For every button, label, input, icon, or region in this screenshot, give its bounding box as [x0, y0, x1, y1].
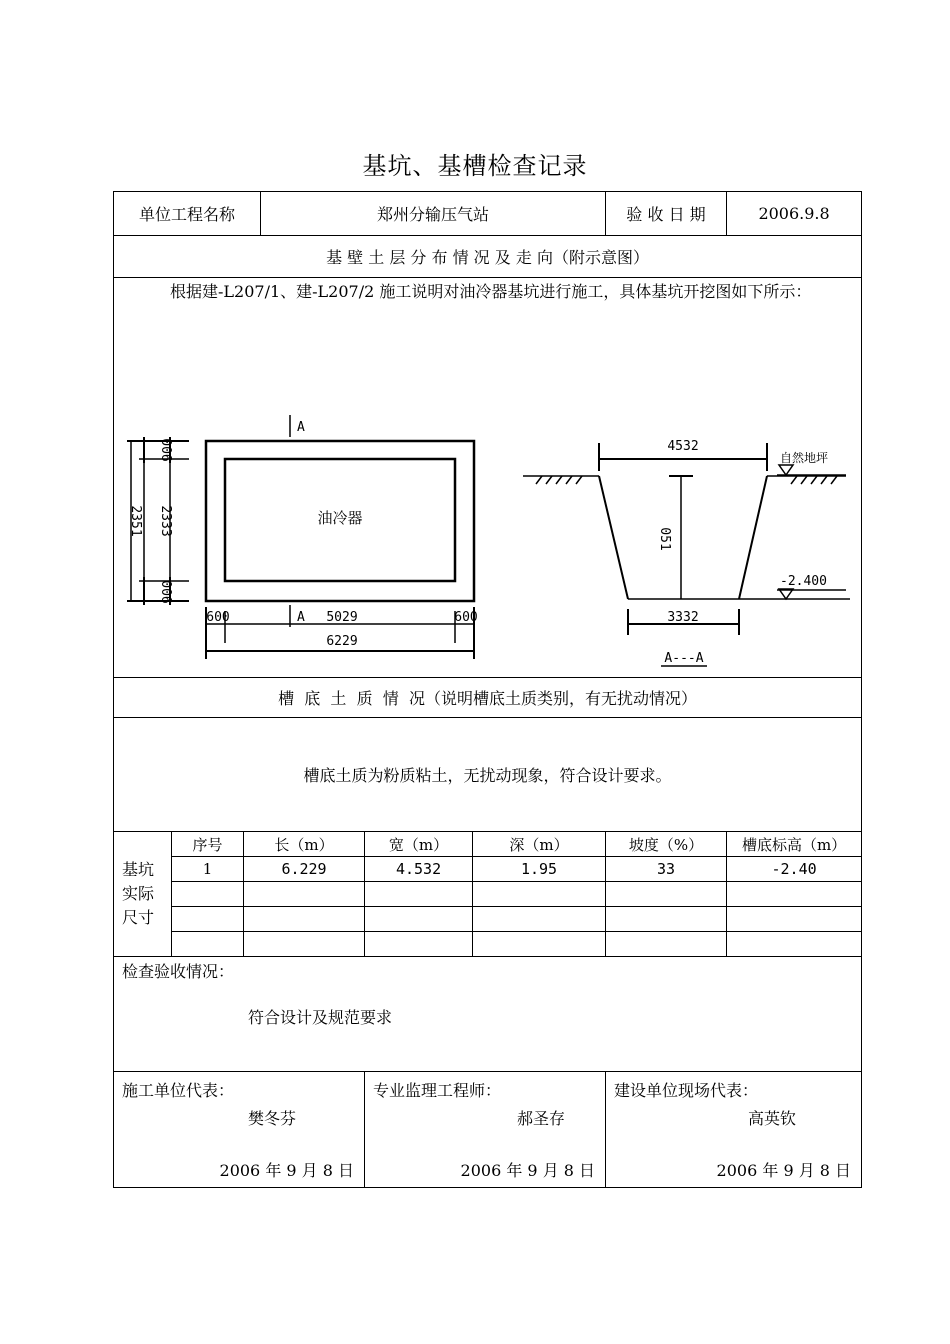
contractor-name: 樊冬芬: [248, 1109, 297, 1128]
total-height-dim: 2351: [128, 505, 143, 537]
cell-depth: [473, 932, 606, 957]
cell-bottom-elevation: [727, 882, 862, 907]
date-value: 2006.9.8: [727, 192, 862, 236]
cell-length: [244, 907, 365, 932]
inner-width-dim: 5029: [326, 610, 358, 625]
soil-description: 根据建-L207/1、建-L207/2 施工说明对油冷器基坑进行施工，具体基坑开挖图如下所示：: [170, 282, 812, 301]
contractor-label: 施工单位代表：: [122, 1081, 235, 1100]
bottom-soil-heading-note: （说明槽底土质类别，有无扰动情况）: [424, 689, 697, 708]
depth-dim: 051: [657, 527, 672, 551]
date-label: 验 收 日 期: [606, 192, 727, 236]
bottom-width-dim: 3332: [667, 610, 699, 625]
edge-dim-top: 006: [158, 438, 173, 462]
cell-index: [172, 907, 244, 932]
inspection-form: [113, 191, 862, 1188]
bottom-soil-content-row: [114, 718, 862, 832]
soil-heading-note: （附示意图）: [552, 248, 649, 267]
dimension-header-row: [114, 832, 862, 857]
inspection-cell: [114, 957, 862, 1072]
section-mark-top: A: [297, 420, 305, 435]
soil-heading-row: [114, 236, 862, 278]
supervisor-date: 2006 年 9 月 8 日: [460, 1161, 596, 1180]
page-title: 基坑、基槽检查记录: [362, 152, 588, 180]
owner-label: 建设单位现场代表：: [614, 1081, 759, 1100]
top-width-dim: 4532: [667, 439, 699, 454]
equipment-label: 油冷器: [317, 509, 363, 527]
cell-depth: [473, 882, 606, 907]
cell-depth: [473, 907, 606, 932]
table-row: [114, 882, 862, 907]
cell-length: 6.229: [244, 857, 365, 882]
section-view: [523, 443, 850, 666]
cell-index: [172, 932, 244, 957]
col-depth: 深（m）: [473, 832, 606, 857]
inspection-label: 检查验收情况：: [122, 962, 235, 981]
table-row: [114, 932, 862, 957]
drawing-row: [114, 278, 862, 678]
inner-height-dim: 2333: [158, 505, 173, 537]
supervisor-label: 专业监理工程师：: [373, 1081, 502, 1100]
col-index: 序号: [172, 832, 244, 857]
edge-dim-bottom: 006: [158, 580, 173, 604]
cell-slope: [606, 882, 727, 907]
cell-width: [365, 882, 473, 907]
cell-depth: 1.95: [473, 857, 606, 882]
bottom-soil-heading: [114, 678, 862, 718]
left-margin-dim: 600: [206, 610, 230, 625]
signature-row: [114, 1072, 862, 1188]
project-label: 单位工程名称: [114, 192, 261, 236]
project-value: 郑州分输压气站: [261, 192, 606, 236]
inspection-content: 符合设计及规范要求: [248, 1008, 393, 1027]
cell-length: [244, 932, 365, 957]
cell-bottom-elevation: -2.40: [727, 857, 862, 882]
col-width: 宽（m）: [365, 832, 473, 857]
cell-bottom-elevation: [727, 932, 862, 957]
soil-heading-main: 基 壁 土 层 分 布 情 况 及 走 向: [326, 248, 553, 267]
bottom-soil-content: 槽底土质为粉质粘土，无扰动现象，符合设计要求。: [114, 718, 862, 832]
col-bottom-elevation: 槽底标高（m）: [727, 832, 862, 857]
dimension-row-label: 基坑实际尺寸: [114, 832, 172, 957]
bottom-soil-heading-main: 槽 底 土 质 情 况: [278, 689, 425, 708]
right-margin-dim: 600: [454, 610, 478, 625]
owner-date: 2006 年 9 月 8 日: [716, 1161, 852, 1180]
cell-width: [365, 932, 473, 957]
cell-width: 4.532: [365, 857, 473, 882]
total-width-dim: 6229: [326, 634, 358, 649]
ground-label: 自然地坪: [780, 451, 829, 465]
bottom-elevation: -2.400: [780, 574, 827, 589]
excavation-drawing: [114, 328, 860, 678]
contractor-signature: [114, 1072, 365, 1188]
supervisor-name: 郝圣存: [517, 1109, 566, 1128]
bottom-soil-heading-row: [114, 678, 862, 718]
contractor-date: 2006 年 9 月 8 日: [219, 1161, 355, 1180]
header-row: [114, 192, 862, 236]
drawing-cell: [114, 278, 862, 678]
table-row: [114, 907, 862, 932]
cell-width: [365, 907, 473, 932]
cell-index: 1: [172, 857, 244, 882]
cell-bottom-elevation: [727, 907, 862, 932]
supervisor-signature: [365, 1072, 606, 1188]
cell-slope: 33: [606, 857, 727, 882]
col-slope: 坡度（%）: [606, 832, 727, 857]
section-caption: A---A: [664, 651, 704, 666]
inspection-row: [114, 957, 862, 1072]
col-length: 长（m）: [244, 832, 365, 857]
soil-heading: [114, 236, 862, 278]
owner-signature: [606, 1072, 862, 1188]
table-row: [114, 857, 862, 882]
owner-name: 高英钦: [748, 1109, 797, 1128]
cell-index: [172, 882, 244, 907]
cell-slope: [606, 932, 727, 957]
cell-length: [244, 882, 365, 907]
cell-slope: [606, 907, 727, 932]
section-mark-bottom: A: [297, 610, 305, 625]
